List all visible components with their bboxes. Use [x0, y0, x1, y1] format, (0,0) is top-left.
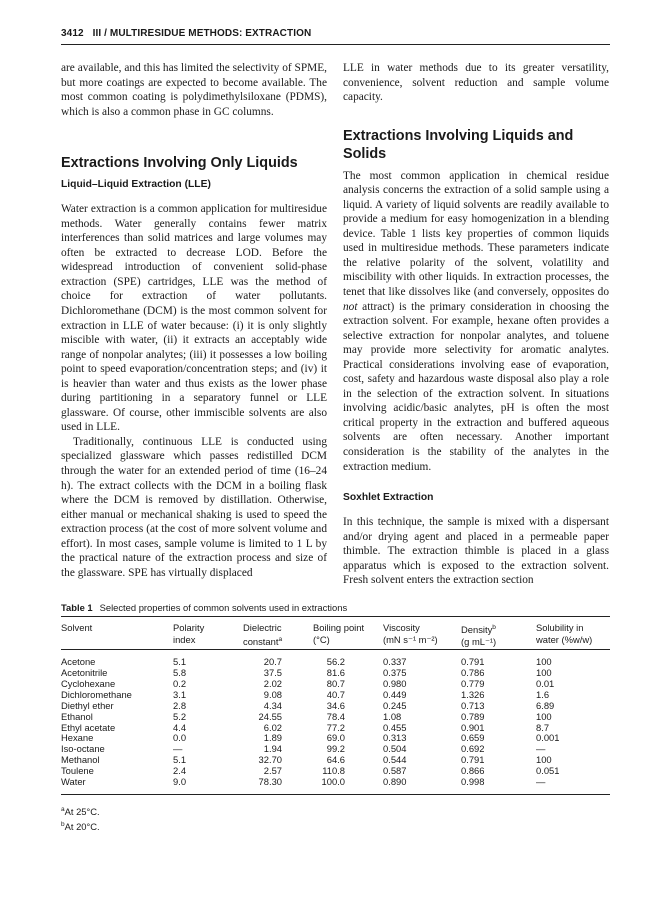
cell-polarity-index: 5.8	[173, 666, 187, 678]
cell-solubility: 1.6	[536, 688, 550, 700]
running-title: III / MULTIRESIDUE METHODS: EXTRACTION	[92, 28, 312, 39]
cell-density: 0.791	[461, 754, 485, 766]
cell-boiling-point: 81.6	[326, 666, 345, 678]
liquids-solids-paragraph	[343, 169, 609, 474]
cell-density: 0.786	[461, 666, 485, 678]
cell-boiling-point: 77.2	[326, 721, 345, 733]
cell-density: 0.901	[461, 721, 485, 733]
cell-solvent: Methanol	[61, 754, 100, 766]
cell-polarity-index: 5.1	[173, 754, 187, 766]
cell-density: 1.326	[461, 688, 485, 700]
soxhlet-paragraph: In this technique, the sample is mixed with a dispersant and/or drying agent and placed in a permeable paper thimble. The extraction thimble is placed in a glass apparatus which is exposed to the extraction solvent. Fresh solvent enters the extraction section	[343, 516, 609, 587]
cell-viscosity: 0.449	[383, 688, 407, 700]
cell-solvent: Ethanol	[61, 710, 93, 722]
cell-viscosity: 0.587	[383, 765, 407, 777]
cell-boiling-point: 69.0	[326, 732, 345, 744]
left-column	[61, 61, 327, 580]
cell-solvent: Ethyl acetate	[61, 721, 116, 733]
table-footnotes	[61, 803, 610, 833]
cell-dielectric-constant: 32.70	[258, 754, 282, 766]
cell-viscosity: 0.980	[383, 677, 407, 689]
header-dielectric: Dielectric constant$^a$	[243, 622, 283, 647]
cell-dielectric-constant: 6.02	[263, 721, 282, 733]
cell-viscosity: 0.313	[383, 732, 407, 744]
header-rule	[61, 44, 610, 45]
cell-polarity-index: 5.2	[173, 710, 187, 722]
cell-boiling-point: 78.4	[326, 710, 345, 722]
cell-viscosity: 1.08	[383, 710, 402, 722]
cell-viscosity: 0.455	[383, 721, 407, 733]
cell-viscosity: 0.504	[383, 743, 407, 755]
cell-polarity-index: 5.1	[173, 656, 187, 667]
cell-solvent: Diethyl ether	[61, 699, 114, 711]
cell-polarity-index: 9.0	[173, 776, 187, 788]
cell-polarity-index: —	[173, 743, 183, 755]
cell-viscosity: 0.337	[383, 656, 407, 667]
cell-solubility: 8.7	[536, 721, 550, 733]
page-number: 3412	[61, 28, 84, 39]
footnote-mark-a: a	[278, 635, 283, 643]
running-head	[61, 28, 610, 39]
cell-polarity-index: 4.4	[173, 721, 187, 733]
cell-density: 0.713	[461, 699, 485, 711]
right-column	[343, 61, 609, 588]
table-caption-text: Selected properties of common solvents used in extractions	[99, 602, 348, 613]
subsection-heading-soxhlet: Soxhlet Extraction	[343, 492, 434, 504]
cell-polarity-index: 3.1	[173, 688, 187, 700]
cell-solubility: 0.01	[536, 677, 555, 689]
subsection-heading-lle: Liquid–Liquid Extraction (LLE)	[61, 179, 211, 191]
footnote-b: $^b$At 20°C.	[61, 821, 100, 833]
table-body	[61, 650, 610, 794]
cell-density: 0.789	[461, 710, 485, 722]
cell-density: 0.866	[461, 765, 485, 777]
cell-polarity-index: 2.4	[173, 765, 187, 777]
cell-density: 0.998	[461, 776, 485, 788]
cell-boiling-point: 64.6	[326, 754, 345, 766]
cell-dielectric-constant: 2.02	[263, 677, 282, 689]
header-solvent: Solvent	[61, 622, 93, 633]
cell-viscosity: 0.544	[383, 754, 407, 766]
cell-solvent: Acetone	[61, 656, 96, 667]
cell-solubility: 100	[536, 754, 552, 766]
cell-solubility: 100	[536, 656, 552, 667]
table-row	[61, 712, 610, 723]
table-header	[61, 617, 610, 649]
cell-boiling-point: 100.0	[321, 776, 345, 788]
footnote-a: $^a$At 25°C.	[61, 806, 100, 818]
section-heading-liquids-solids: Extractions Involving Liquids and Solids	[343, 127, 574, 162]
intro-paragraph: are available, and this has limited the selectivity of SPME, but more coatings are expected to become available. The most common coating is polydimethylsiloxane (PDMS), which is also a common phase in GC columns.	[61, 62, 327, 118]
cell-dielectric-constant: 78.30	[258, 776, 282, 788]
header-polarity: Polarity index	[173, 622, 205, 645]
cell-density: 0.659	[461, 732, 485, 744]
cell-solvent: Hexane	[61, 732, 94, 744]
cell-boiling-point: 56.2	[326, 656, 345, 667]
cell-solvent: Water	[61, 776, 86, 788]
cell-dielectric-constant: 20.7	[263, 656, 282, 667]
header-density: Density$^b$ (g mL⁻¹)	[461, 624, 497, 647]
table-label: Table 1	[61, 602, 93, 613]
cell-solvent: Dichloromethane	[61, 688, 132, 700]
footnote-mark-b: b	[492, 624, 496, 631]
cell-boiling-point: 34.6	[326, 699, 345, 711]
cell-polarity-index: 0.0	[173, 732, 187, 744]
cell-solubility: —	[536, 743, 546, 755]
cell-boiling-point: 110.8	[322, 765, 345, 777]
table-caption	[61, 602, 610, 616]
cell-dielectric-constant: 1.94	[263, 743, 282, 755]
table-row	[61, 777, 610, 788]
cell-polarity-index: 0.2	[173, 677, 187, 689]
cell-solubility: 100	[536, 710, 552, 722]
paragraph-text-part-1: The most common application in chemical residue analysis concerns the extraction of a solid sample using a liquid. A variety of liquid solvents are readily available to provide a medium for easy homogenization in a blending device. Table 1 lists key properties of common liquids used in multiresidue methods. These parameters indicate the relative polarity of the solvent, volatility and miscibility with other liquids. In extraction processes, the tenet that like dissolves like (and conversely, opposites do	[343, 169, 609, 299]
cell-dielectric-constant: 37.5	[263, 666, 282, 678]
cell-dielectric-constant: 2.57	[263, 765, 282, 777]
cell-density: 0.779	[461, 677, 485, 689]
table-row	[61, 701, 610, 712]
section-heading-liquids: Extractions Involving Only Liquids	[61, 155, 298, 172]
cell-solubility: —	[536, 776, 546, 788]
lle-paragraph-1: Water extraction is a common application for multiresidue methods. Water generally contains fewer matrix interferences than solid matrices and large volumes may often be extracted to decrease LOD. Before the widespread introduction of convenient solid-phase extraction (SPE) cartridges, LLE was the method of choice for extraction of water pollutants. Dichloromethane (DCM) is the most common solvent for extraction in LLE of water because: (i) it is only slightly miscible with water, (ii) it extracts an acceptably wide range of nonpolar analytes; (iii) it possesses a low boiling point to speed evaporation/concentration steps; and (iv) it is heavier than water and thus exists as the lower phase during partitioning in a separatory funnel or LLE glassware. Of course, other immiscible solvents are also used in LLE.	[61, 203, 327, 434]
cell-dielectric-constant: 4.34	[263, 699, 282, 711]
cell-density: 0.791	[461, 656, 485, 667]
table-1	[61, 602, 610, 833]
cell-boiling-point: 99.2	[326, 743, 345, 755]
cell-solubility: 0.051	[536, 765, 560, 777]
cell-viscosity: 0.375	[383, 666, 407, 678]
cell-solubility: 0.001	[536, 732, 560, 744]
table-bottom-rule	[61, 794, 610, 795]
header-viscosity: Viscosity (mN s⁻¹ m⁻²)	[383, 622, 438, 645]
cell-boiling-point: 80.7	[326, 677, 345, 689]
cell-density: 0.692	[461, 743, 485, 755]
cell-solvent: Acetonitrile	[61, 666, 108, 678]
cell-dielectric-constant: 1.89	[263, 732, 282, 744]
paragraph-text-part-2: attract) is the primary consideration in choosing the extraction solvent. For example, hexane often provides a selective extraction for nonpolar analytes, and toluene may provide more selectivity for aromatic analytes. Practical considerations involving ease of evaporation, cost, safety and hazardous waste disposal also play a role in the selection of the extraction solvent. In situations involving acidic/basic analytes, pH is often the most critical property in the extraction and buffered aqueous solvents are often necessary. Another important consideration is the stability of the analytes in the extraction medium.	[343, 300, 609, 473]
cell-solvent: Iso-octane	[61, 743, 105, 755]
cell-dielectric-constant: 9.08	[263, 688, 282, 700]
cell-dielectric-constant: 24.55	[258, 710, 282, 722]
cell-solvent: Cyclohexane	[61, 677, 116, 689]
header-solubility: Solubility in water (%w/w)	[536, 622, 593, 645]
emphasis-not: not	[343, 300, 358, 313]
cell-solvent: Toulene	[61, 765, 94, 777]
lle-paragraph-2: Traditionally, continuous LLE is conducted using specialized glassware which passes redistilled DCM through the water for an extended period of time (16–24 h). The extract collects with the DCM in a boiling flask where the DCM is removed by distillation. Otherwise, either manual or mechanical shaking is used to speed the extraction process (at the cost of more solvent volume and effort). In most cases, sample volume is limited to 1 L by the practical nature of the extraction process and size of the glassware. SPE has virtually displaced	[61, 435, 327, 579]
header-boiling-point: Boiling point (°C)	[313, 622, 365, 645]
continuation-paragraph: LLE in water methods due to its greater versatility, convenience, solvent reduction and sample volume capacity.	[343, 62, 609, 104]
cell-boiling-point: 40.7	[326, 688, 345, 700]
cell-viscosity: 0.245	[383, 699, 407, 711]
cell-viscosity: 0.890	[383, 776, 407, 788]
cell-polarity-index: 2.8	[173, 699, 187, 711]
cell-solubility: 100	[536, 666, 552, 678]
cell-solubility: 6.89	[536, 699, 555, 711]
